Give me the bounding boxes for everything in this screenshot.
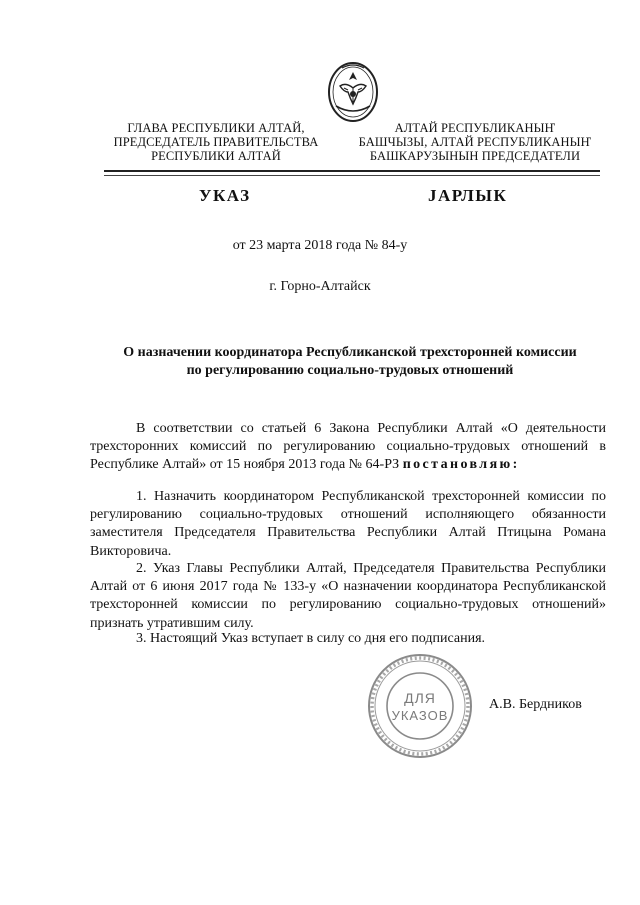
item-1: 1. Назначить координатором Республиканской трехсторонней комиссии по регулированию социально-трудовых отношений исполняющего обязанности заместителя Председателя Правительства Республики Алтай Птицына Романа Викторовича.: [90, 489, 606, 559]
item-3: 3. Настоящий Указ вступает в силу со дня его подписания.: [136, 631, 486, 646]
signatory-name: А.В. Бердников: [489, 697, 582, 712]
header-left-block: [96, 121, 336, 163]
stamp-text-line2: УКАЗОВ: [391, 708, 449, 723]
decree-city: г. Горно-Алтайск: [269, 279, 371, 294]
header-left-line: ГЛАВА РЕСПУБЛИКИ АЛТАЙ,: [127, 121, 305, 135]
header-right-line: БАШКАРУЗЫНЫН ПРЕДСЕДАТЕЛИ: [369, 149, 581, 163]
header-left-line: РЕСПУБЛИКИ АЛТАЙ: [151, 149, 281, 163]
coat-of-arms-emblem: [322, 58, 384, 124]
preamble-text: В соответствии со статьей 6 Закона Республики Алтай «О деятельности трехсторонних комиссий по регулированию социально-трудовых отношений в Республике Алтай» от 15 ноября 2013 года № 64-РЗ: [90, 421, 606, 473]
seal-stamp: [366, 652, 474, 760]
decree-subject: [84, 344, 616, 380]
subject-line: О назначении координатора Республиканской трехсторонней комиссии: [123, 345, 577, 360]
stamp-text-line1: ДЛЯ: [404, 690, 436, 706]
header-right-block: [352, 121, 598, 163]
header-right-line: АЛТАЙ РЕСПУБЛИКАНЫҤ: [394, 121, 556, 135]
header-divider-thin: [104, 175, 600, 176]
preamble-paragraph: [90, 420, 606, 475]
decree-date-number: от 23 марта 2018 года № 84-у: [232, 238, 408, 253]
doc-title-ukaz: УКАЗ: [199, 186, 251, 205]
decree-word: постановляю:: [402, 457, 520, 473]
header-right-line: БАШЧЫЗЫ, АЛТАЙ РЕСПУБЛИКАНЫҤ: [358, 135, 592, 149]
header-left-line: ПРЕДСЕДАТЕЛЬ ПРАВИТЕЛЬСТВА: [113, 135, 319, 149]
item-2: 2. Указ Главы Республики Алтай, Председателя Правительства Республики Алтай от 6 июня 2017 года № 133-у «О назначении координатора Республиканской трехсторонней комиссии по регулированию социально-трудовых отношений» признать утратившим силу.: [90, 561, 606, 631]
header-divider-thick: [104, 170, 600, 172]
doc-title-jarlyk: ЈАРЛЫК: [428, 186, 508, 205]
subject-line: по регулированию социально-трудовых отношений: [186, 363, 514, 378]
